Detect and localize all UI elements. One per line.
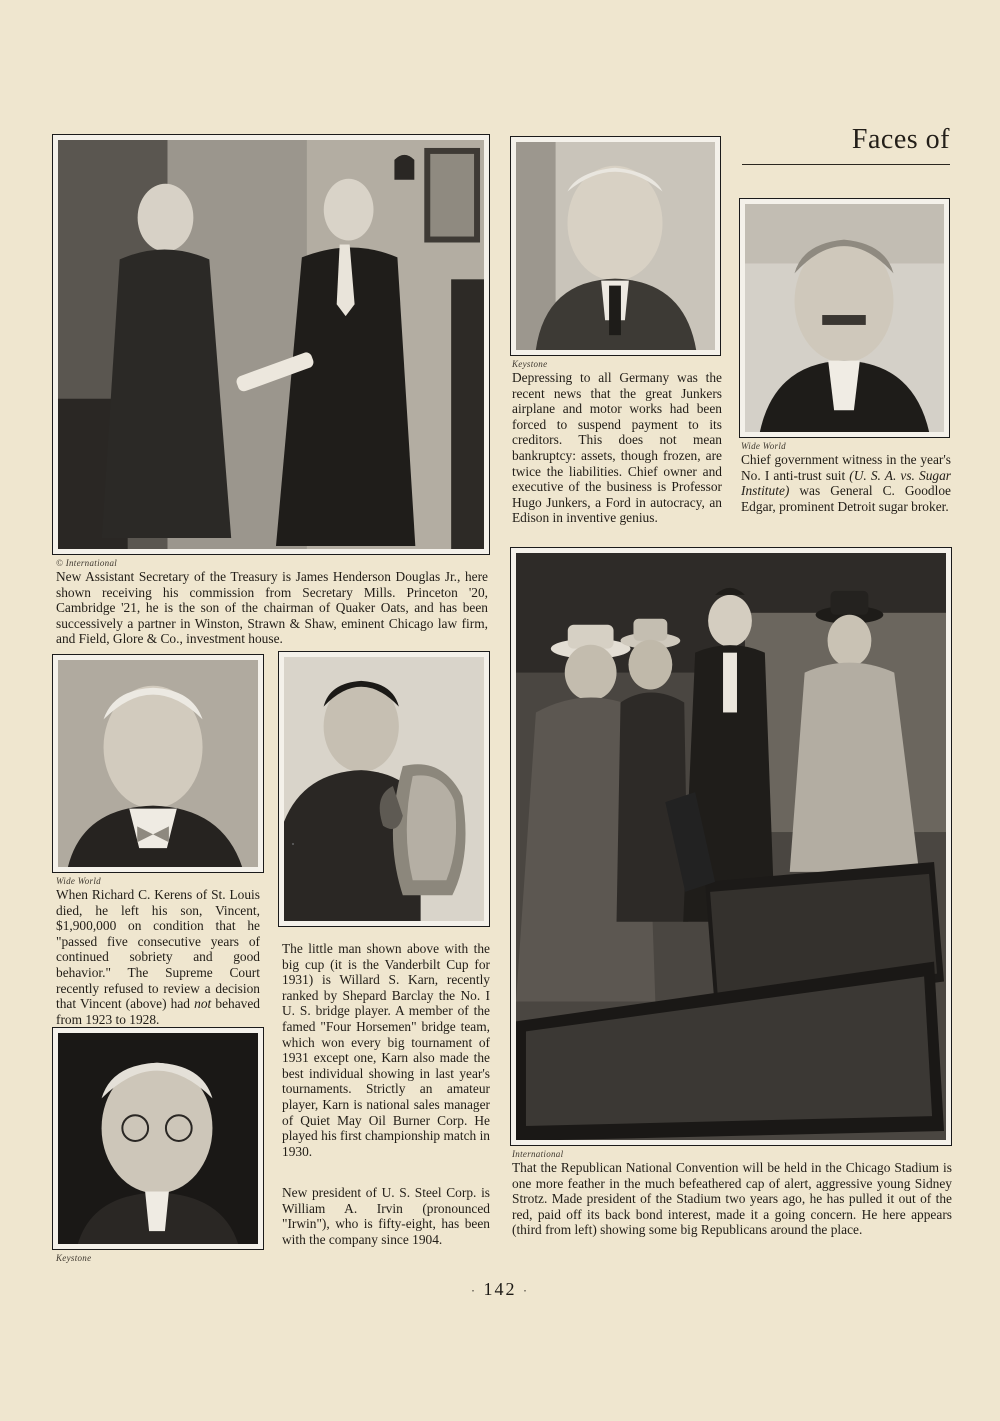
caption-strotz: [512, 1160, 952, 1238]
caption-kerens-text: [56, 887, 260, 1027]
caption-kerens-part1: When Richard C. Kerens of St. Louis died, he left his son, Vincent, $1,900,000 on condition that he "passed five consecutive years of continued sobriety and good behavior." The Supreme Court recently refused to review a decision that Vincent (above) had: [56, 887, 260, 1012]
photo-hugo-junkers-image: [516, 142, 715, 350]
caption-kerens: [56, 887, 260, 1027]
photo-william-irvin: [52, 1027, 264, 1250]
caption-junkers: [512, 370, 722, 526]
photo-vincent-kerens: [52, 654, 264, 873]
photo-douglas-mills: [52, 134, 490, 555]
caption-karn-text: The little man shown above with the big cup (it is the Vanderbilt Cup for 1931) is Willard S. Karn, recently ranked by Shepard Barclay the No. I U. S. bridge player. A member of the famed "Four Horsemen" bridge team, which won every big tournament of 1931 except one, Karn also made the best individual showing in last year's tournaments. Strictly an amateur player, Karn is national sales manager of Quiet May Oil Burner Corp. He played his first championship match in 1930.: [282, 941, 490, 1159]
caption-douglas-text: New Assistant Secretary of the Treasury is James Henderson Douglas Jr., here shown receiving his commission from Secretary Mills. Princeton '20, Cambridge '21, he is the son of the chairman of Quaker Oats, and has been successively a partner in Winston, Strawn & Shaw, eminent Chicago law firm, and Field, Glore & Co., investment house.: [56, 569, 488, 647]
caption-edgar-part2: was General C. Goodloe Edgar, prominent Detroit sugar broker.: [741, 483, 951, 514]
credit-junkers: Keystone: [512, 359, 548, 369]
photo-hugo-junkers: [510, 136, 721, 356]
divider-mark: [292, 843, 294, 845]
credit-edgar: Wide World: [741, 441, 786, 451]
page-number-value: 142: [483, 1279, 517, 1299]
caption-edgar-case-name: (U. S. A. vs. Sugar Institute): [741, 467, 951, 499]
credit-douglas: © International: [56, 558, 118, 568]
page-heading: Faces of: [851, 124, 950, 155]
photo-goodloe-edgar-image: [745, 204, 944, 432]
caption-strotz-text: That the Republican National Convention will be held in the Chicago Stadium is one more feather in the much befeathered cap of alert, aggressive young Sidney Strotz. Made president of the Stadium two years ago, he has pulled it out of the red, paid off its back bond interest, made it a going concern. He here appears (third from left) showing some big Republicans around the place.: [512, 1160, 952, 1238]
caption-irvin-text: New president of U. S. Steel Corp. is William A. Irvin (pronounced "Irwin"), who is fifty-eight, has been with the company since 1904.: [282, 1185, 490, 1247]
caption-junkers-text: Depressing to all Germany was the recent news that the great Junkers airplane and motor works had been forced to suspend payment to its creditors. This does not mean bankruptcy: assets, though frozen, are twice the liabilities. Chief owner and executive of the business is Professor Hugo Junkers, a Ford in autocracy, an Edison in inventive genius.: [512, 370, 722, 526]
caption-douglas: [56, 569, 488, 647]
caption-edgar: [741, 452, 951, 514]
photo-sidney-strotz-stadium: [510, 547, 952, 1146]
folio-dot-right: ·: [523, 1283, 529, 1298]
caption-irvin: [282, 1185, 490, 1247]
caption-edgar-part1: Chief government witness in the year's No. I anti-trust suit: [741, 452, 951, 483]
credit-kerens: Wide World: [56, 876, 101, 886]
folio-dot-left: ·: [471, 1283, 477, 1298]
photo-william-irvin-image: [58, 1033, 258, 1244]
caption-edgar-text: [741, 452, 951, 514]
photo-sidney-strotz-stadium-image: [516, 553, 946, 1140]
caption-kerens-not: not: [194, 996, 212, 1012]
page-number: [0, 1279, 1000, 1300]
photo-goodloe-edgar: [739, 198, 950, 438]
caption-kerens-part2: behaved from 1923 to 1928.: [56, 996, 260, 1027]
caption-karn: [282, 941, 490, 1159]
photo-willard-karn-image: [284, 657, 484, 921]
credit-irvin: Keystone: [56, 1253, 92, 1263]
heading-rule: [742, 164, 950, 165]
photo-willard-karn: [278, 651, 490, 927]
credit-strotz: International: [512, 1149, 564, 1159]
photo-douglas-mills-image: [58, 140, 484, 549]
photo-vincent-kerens-image: [58, 660, 258, 867]
